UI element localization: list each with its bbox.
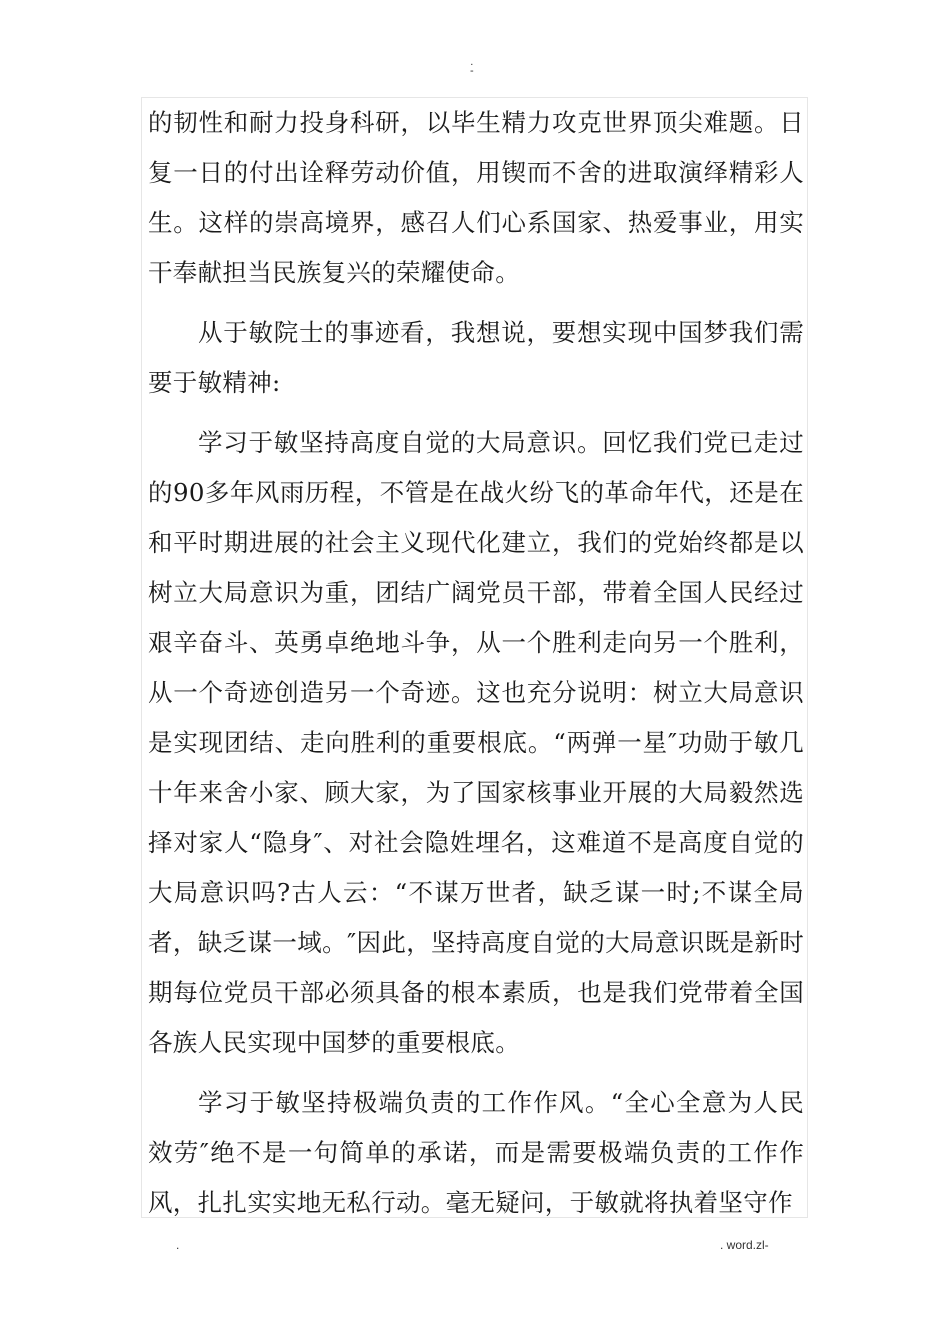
header-mark-top: .	[470, 56, 474, 68]
page-frame	[141, 97, 808, 1218]
header-mark-bottom: -	[470, 65, 474, 77]
header-mark	[470, 58, 474, 76]
paragraph-work-style: 学习于敏坚持极端负责的工作作风。“全心全意为人民效劳″绝不是一句简单的承诺，而是需要极端负责的工作作风，扎扎实实地无私行动。毫无疑问，于敏就将执着坚守作	[148, 1088, 804, 1217]
footer-source-label: . word.zl-	[720, 1238, 769, 1252]
paragraph-intro: 从于敏院士的事迹看，我想说，要想实现中国梦我们需要于敏精神:	[148, 318, 804, 397]
paragraph-continuation: 的韧性和耐力投身科研，以毕生精力攻克世界顶尖难题。日复一日的付出诠释劳动价值，用锲而不舍的进取演绎精彩人生。这样的崇高境界，感召人们心系国家、热爱事业，用实干奉献担当民族复兴的荣耀使命。	[148, 108, 804, 287]
paragraph-overall-awareness: 学习于敏坚持高度自觉的大局意识。回忆我们党已走过的90多年风雨历程，不管是在战火纷飞的革命年代，还是在和平时期进展的社会主义现代化建立，我们的党始终都是以树立大局意识为重，团结广阔党员干部，带着全国人民经过艰辛奋斗、英勇卓绝地斗争，从一个胜利走向另一个胜利，从一个奇迹创造另一个奇迹。这也充分说明：树立大局意识是实现团结、走向胜利的重要根底。“两弹一星″功勋于敏几十年来舍小家、顾大家，为了国家核事业开展的大局毅然选择对家人“隐身″、对社会隐姓埋名，这难道不是高度自觉的大局意识吗?古人云：“不谋万世者，缺乏谋一时;不谋全局者，缺乏谋一域。″因此，坚持高度自觉的大局意识既是新时期每位党员干部必须具备的根本素质，也是我们党带着全国各族人民实现中国梦的重要根底。	[148, 428, 804, 1057]
document-body	[148, 98, 804, 1218]
footer-left-mark: .	[176, 1238, 180, 1252]
